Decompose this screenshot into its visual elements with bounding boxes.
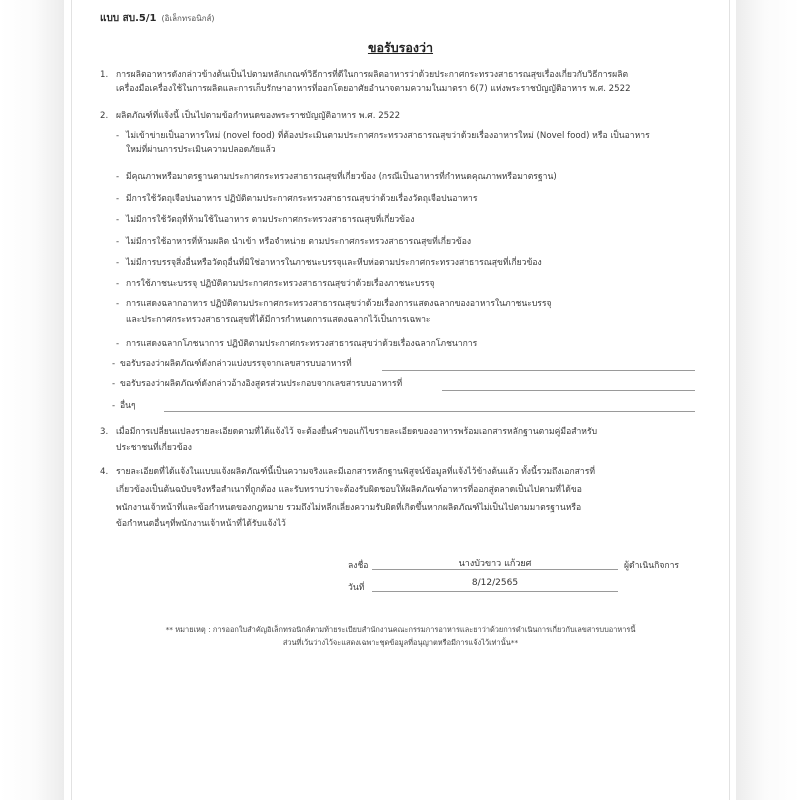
dash-icon: - [116, 237, 120, 247]
section-2-item-1-line-1: ไม่เข้าข่ายเป็นอาหารใหม่ (novel food) ที่ต้องประเมินตามประกาศกระทรวงสาธารณสุขว่าด้วยเรื่องอาหารใหม่ (Novel food) หรือ เป็นอาหาร [126, 131, 650, 141]
page-shadow-left [0, 0, 64, 800]
section-2-item-12: อื่นๆ [120, 401, 136, 411]
section-2-item-6: ไม่มีการบรรจุสิ่งอื่นหรือวัตถุอื่นที่มิใช่อาหารในภาชนะบรรจุและหีบห่อตามประกาศกระทรวงสาธารณสุขที่เกี่ยวข้อง [126, 258, 542, 268]
section-4-line-2: เกี่ยวข้องเป็นต้นฉบับจริงหรือสำเนาที่ถูกต้อง และรับทราบว่าจะต้องรับผิดชอบให้ผลิตภัณฑ์อาหารที่ออกสู่ตลาดเป็นไปตามที่ได้ขอ [116, 485, 582, 495]
section-4-line-4: ข้อกำหนดอื่นๆที่พนักงานเจ้าหน้าที่ได้รับแจ้งไว้ [116, 519, 286, 529]
section-1-line-2: เครื่องมือเครื่องใช้ในการผลิตและการเก็บรักษาอาหารที่ออกโดยอาศัยอำนาจตามความในมาตรา 6(7) แห่งพระราชบัญญัติอาหาร พ.ศ. 2522 [116, 84, 631, 94]
section-2-item-3: มีการใช้วัตถุเจือปนอาหาร ปฏิบัติตามประกาศกระทรวงสาธารณสุขว่าด้วยเรื่องวัตถุเจือปนอาหาร [126, 194, 478, 204]
dash-icon: - [116, 299, 120, 309]
section-2-item-2: มีคุณภาพหรือมาตรฐานตามประกาศกระทรวงสาธารณสุขที่เกี่ยวข้อง (กรณีเป็นอาหารที่กำหนดคุณภาพหรือมาตรฐาน) [126, 172, 557, 182]
page-edge-right [729, 0, 730, 800]
document-title: ขอรับรองว่า [367, 40, 434, 55]
form-code-text: แบบ สบ.5/1 [100, 13, 157, 24]
signature-label: ลงชื่อ [348, 561, 369, 571]
section-2-intro: ผลิตภัณฑ์ที่แจ้งนี้ เป็นไปตามข้อกำหนดของพระราชบัญญัติอาหาร พ.ศ. 2522 [116, 111, 401, 121]
food-serial-number-field [382, 370, 695, 371]
signature-date: 8/12/2565 [471, 578, 519, 588]
form-code [100, 13, 215, 25]
dash-icon: - [112, 359, 116, 369]
section-2-item-4: ไม่มีการใช้วัตถุที่ห้ามใช้ในอาหาร ตามประกาศกระทรวงสาธารณสุขที่เกี่ยวข้อง [126, 215, 415, 225]
document-page [72, 0, 729, 800]
page-shadow-right [736, 0, 800, 800]
dash-icon: - [116, 131, 120, 141]
section-2-item-7: การใช้ภาชนะบรรจุ ปฏิบัติตามประกาศกระทรวงสาธารณสุขว่าด้วยเรื่องภาชนะบรรจุ [126, 279, 435, 289]
signer-name-line [372, 569, 618, 570]
footnote-line-1: ** หมายเหตุ : การออกใบสำคัญอิเล็กทรอนิกส์ตามท้ายระเบียบสำนักงานคณะกรรมการอาหารและยาว่าด้วยการดำเนินการเกี่ยวกับเลขสารบบอาหารนี้ [165, 625, 636, 634]
date-line [372, 591, 618, 592]
section-2-item-1-line-2: ใหม่ที่ผ่านการประเมินความปลอดภัยแล้ว [126, 145, 276, 155]
section-2-item-11: ขอรับรองว่าผลิตภัณฑ์ดังกล่าวอ้างอิงสูตรส่วนประกอบจากเลขสารบบอาหารที่ [120, 379, 403, 389]
section-1-number: 1. [100, 70, 109, 80]
dash-icon: - [116, 339, 120, 349]
dash-icon: - [116, 194, 120, 204]
section-3-line-1: เมื่อมีการเปลี่ยนแปลงรายละเอียดตามที่ได้แจ้งไว้ จะต้องยื่นคำขอแก้ไขรายละเอียดของอาหารพร้อมเอกสารหลักฐานตามคู่มือสำหรับ [116, 427, 598, 437]
footnote-line-2: ส่วนที่เว้นว่างไว้จะแสดงเฉพาะชุดข้อมูลที่อนุญาตหรือมีการแจ้งไว้เท่านั้น** [282, 638, 519, 647]
dash-icon: - [116, 215, 120, 225]
dash-icon: - [112, 401, 116, 411]
section-4-line-3: พนักงานเจ้าหน้าที่และข้อกำหนดของกฎหมาย รวมถึงไม่หลีกเลี่ยงความรับผิดที่เกิดขึ้นหากผลิตภัณฑ์ไม่เป็นไปตามมาตรฐานหรือ [116, 503, 582, 513]
section-4-number: 4. [100, 467, 109, 477]
other-details-field [164, 411, 695, 412]
section-2-item-10: ขอรับรองว่าผลิตภัณฑ์ดังกล่าวแบ่งบรรจุจากเลขสารบบอาหารที่ [120, 359, 352, 369]
form-type: (อิเล็กทรอนิกส์) [161, 14, 215, 23]
section-2-item-9: การแสดงฉลากโภชนาการ ปฏิบัติตามประกาศกระทรวงสาธารณสุขว่าด้วยเรื่องฉลากโภชนาการ [126, 339, 478, 349]
dash-icon: - [112, 379, 116, 389]
section-3-line-2: ประชาชนที่เกี่ยวข้อง [116, 443, 192, 453]
section-3-number: 3. [100, 427, 109, 437]
section-2-item-5: ไม่มีการใช้อาหารที่ห้ามผลิต นำเข้า หรือจำหน่าย ตามประกาศกระทรวงสาธารณสุขที่เกี่ยวข้อง [126, 237, 472, 247]
date-label: วันที่ [348, 583, 365, 593]
section-4-line-1: รายละเอียดที่ได้แจ้งในแบบแจ้งผลิตภัณฑ์นี้เป็นความจริงและมีเอกสารหลักฐานพิสูจน์ข้อมูลที่แจ้งไว้ข้างต้นแล้ว ทั้งนี้รวมถึงเอกสารที่ [116, 467, 596, 477]
section-1-line-1: การผลิตอาหารดังกล่าวข้างต้นเป็นไปตามหลักเกณฑ์วิธีการที่ดีในการผลิตอาหารว่าด้วยประกาศกระทรวงสาธารณสุขเรื่องเกี่ยวกับวิธีการผลิต [116, 70, 629, 80]
section-2-number: 2. [100, 111, 109, 121]
signer-name: นางบัวขาว แก้วยศ [458, 559, 532, 569]
dash-icon: - [116, 172, 120, 182]
section-2-item-8-line-1: การแสดงฉลากอาหาร ปฏิบัติตามประกาศกระทรวงสาธารณสุขว่าด้วยเรื่องการแสดงฉลากของอาหารในภาชนะบรรจุ [126, 299, 552, 309]
reference-serial-number-field [442, 390, 695, 391]
dash-icon: - [116, 258, 120, 268]
section-2-item-8-line-2: และประกาศกระทรวงสาธารณสุขที่ได้มีการกำหนดการแสดงฉลากไว้เป็นการเฉพาะ [126, 315, 431, 325]
dash-icon: - [116, 279, 120, 289]
signer-role: ผู้ดำเนินกิจการ [624, 561, 680, 571]
